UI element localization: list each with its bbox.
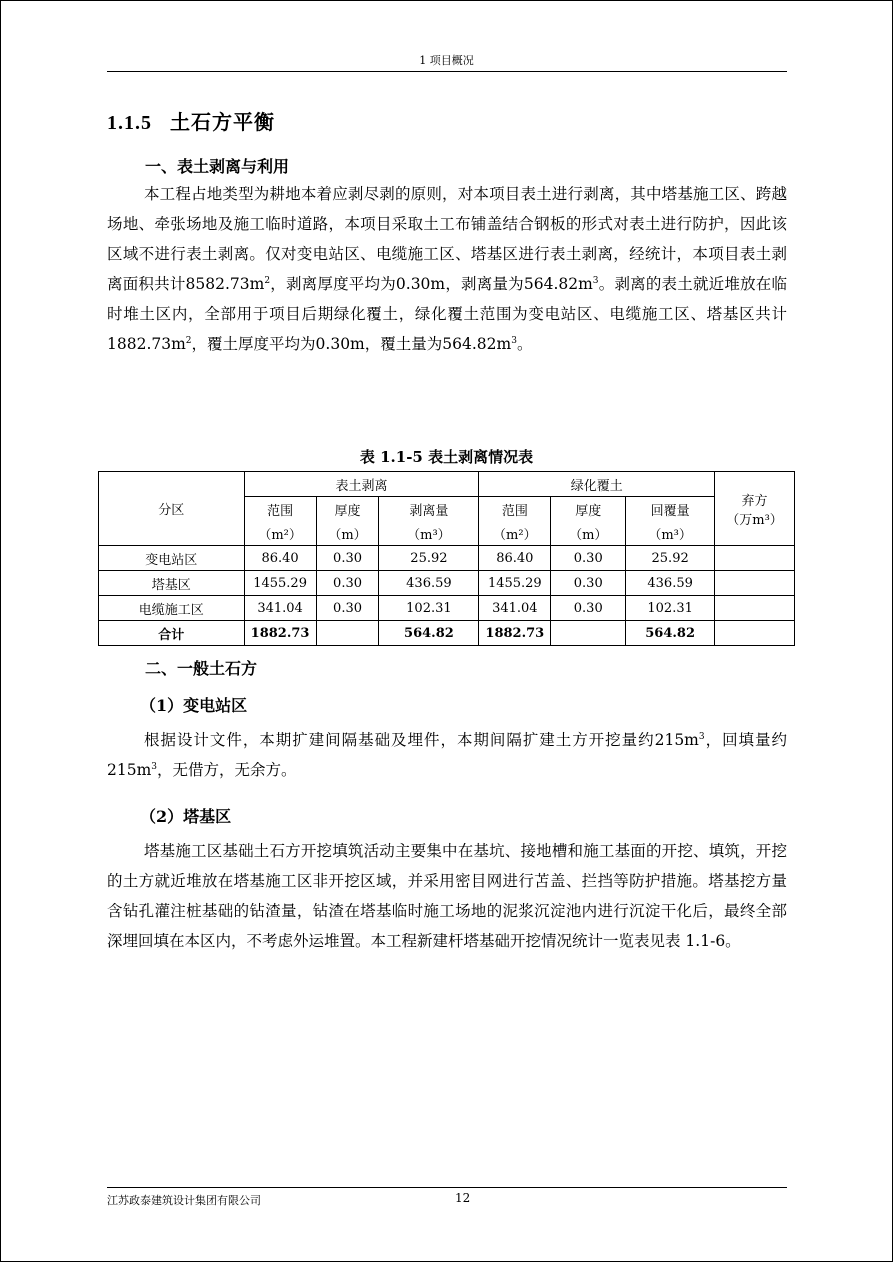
footer-rule [107,1187,787,1188]
table-total-row [99,621,795,646]
cell: 341.04 [479,596,551,621]
table-header-row [99,472,795,497]
cell: 25.92 [379,546,479,571]
cell: 436.59 [626,571,715,596]
header-strip-amount: 剥离量 [379,497,479,522]
cell [316,621,379,646]
table-row [99,571,795,596]
cell: 0.30 [551,546,626,571]
table-row [99,596,795,621]
table-row [99,546,795,571]
text-run: 。剥离的表土就近堆放在临时堆土区内，全部用于项目后期绿化覆土，绿化覆土范围为变电站区、电缆施工区、塔基区共计 [107,275,787,323]
cell-zone: 塔基区 [99,571,245,596]
cell: 86.40 [479,546,551,571]
value-excavation: 215m [654,731,699,749]
cell: 0.30 [316,596,379,621]
cell [715,596,795,621]
cell: 0.30 [551,571,626,596]
header-rule [107,71,787,72]
cell-zone: 合计 [99,621,245,646]
value-strip-thickness: 0.30m [395,275,446,293]
text-run: ，无借方，无余方。 [157,761,297,779]
cell: 102.31 [626,596,715,621]
cell [551,621,626,646]
header-unit: （m） [551,521,626,546]
text-run: 本工程占地类型为耕地本着应剥尽剥的原则，对本项目表土进行剥离，其中塔基施工区、跨越场地、牵张场地及施工临时道路，本项目采取土工布铺盖结合钢板的形式对表土进行防护，因此该区域不进行表土剥离。仅对变电站区、电缆施工区、塔基区进行表土剥离，经统计，本项目表土剥离面积共计 [107,185,787,293]
text-run: ，回填量约 [704,731,787,749]
header-strip-range: 范围 [244,497,316,522]
cell: 1882.73 [479,621,551,646]
cell-zone: 变电站区 [99,546,245,571]
cell: 1455.29 [479,571,551,596]
part1-paragraph: 本工程占地类型为耕地本着应剥尽剥的原则，对本项目表土进行剥离，其中塔基施工区、跨越场地、牵张场地及施工临时道路，本项目采取土工布铺盖结合钢板的形式对表土进行防护，因此该区域不进行表土剥离。仅对变电站区、电缆施工区、塔基区进行表土剥离，经统计，本项目表土剥离面积共计$8582.73m^2$，剥离厚度平均为0.30m，剥离量为$564.82m^3$。剥离的表土就近堆放在临时堆土区内，全部用于项目后期绿化覆土，绿化覆土范围为变电站区、电缆施工区、塔基区共计$1882.73m^2$，覆土厚度平均为0.30m，覆土量为$564.82m^3$。 [107,185,787,353]
value-backfill: 215m [107,761,152,779]
footer-company: 江苏政泰建筑设计集团有限公司 [107,1194,261,1207]
header-strip-group: 表土剥离 [244,472,479,497]
header-cover-amount: 回覆量 [626,497,715,522]
cell: 436.59 [379,571,479,596]
cell [715,546,795,571]
page-number: 12 [455,1191,471,1205]
section-heading: 土石方平衡 [170,110,275,134]
header-unit: （m³） [379,521,479,546]
header-unit: （m） [316,521,379,546]
value-strip-volume: 564.82m [523,275,593,293]
cell: 564.82 [626,621,715,646]
value-cover-volume: 564.82m [442,335,512,353]
cell: 25.92 [626,546,715,571]
value-strip-area: 8582.73m [185,275,265,293]
tower-base-paragraph: 塔基施工区基础土石方开挖填筑活动主要集中在基坑、接地槽和施工基面的开挖、填筑，开挖的土方就近堆放在塔基施工区非开挖区域，并采用密目网进行苫盖、拦挡等防护措施。塔基挖方量含钻孔灌注桩基础的钻渣量，钻渣在塔基临时施工场地的泥浆沉淀池内进行沉淀干化后，最终全部深埋回填在本区内，不考虑外运堆置。本工程新建杆塔基础开挖情况统计一览表见表 1.1-6。 [107,842,787,950]
part1-heading: 一、表土剥离与利用 [145,157,290,176]
table-caption: 表 1.1-5 表土剥离情况表 [359,448,534,466]
header-zone: 分区 [99,472,245,546]
text-run: ，剥离量为 [445,275,524,293]
header-unit: （m³） [626,521,715,546]
subheading-tower-base: （2）塔基区 [140,807,232,826]
cell: 1882.73 [244,621,316,646]
cell [715,571,795,596]
cell-zone: 电缆施工区 [99,596,245,621]
cell: 0.30 [551,596,626,621]
section-number: 1.1.5 [107,112,152,134]
header-cover-group: 绿化覆土 [479,472,715,497]
cell: 0.30 [316,571,379,596]
topsoil-table [98,471,795,646]
cell [715,621,795,646]
substation-paragraph: 根据设计文件，本期扩建间隔基础及埋件，本期间隔扩建土方开挖量约$215m^3$，回填量约$215m^3$，无借方，无余方。 [107,731,787,779]
subheading-substation: （1）变电站区 [140,696,248,715]
header-waste [715,472,795,546]
cell: 0.30 [316,546,379,571]
running-header: 1 项目概况 [419,54,474,67]
value-cover-area: 1882.73m [107,335,186,353]
header-cover-range: 范围 [479,497,551,522]
header-unit: （m²） [244,521,316,546]
header-waste-unit: （万m³） [726,512,783,528]
cell: 564.82 [379,621,479,646]
value-cover-thickness: 0.30m [315,335,365,353]
cell: 102.31 [379,596,479,621]
cell: 1455.29 [244,571,316,596]
text-run: ，剥离厚度平均为 [270,275,396,293]
header-strip-thickness: 厚度 [316,497,379,522]
cell: 341.04 [244,596,316,621]
cell: 86.40 [244,546,316,571]
text-run: 。 [516,335,533,353]
text-run: ，覆土量为 [364,335,443,353]
text-run: ，覆土厚度平均为 [191,335,316,353]
part2-heading: 二、一般土石方 [145,659,258,678]
text-run: 根据设计文件，本期扩建间隔基础及埋件，本期间隔扩建土方开挖量约 [144,731,655,749]
header-waste-label: 弃方 [741,493,768,509]
header-cover-thickness: 厚度 [551,497,626,522]
section-title [107,106,275,135]
header-unit: （m²） [479,521,551,546]
